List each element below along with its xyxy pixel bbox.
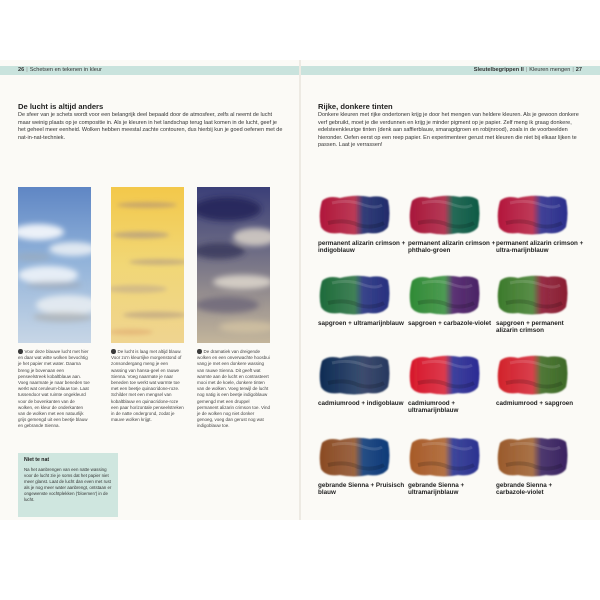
caption-bullet-icon — [197, 349, 202, 354]
swatch-label-12: gebrande Sienna + carbazole-violet — [496, 482, 553, 497]
caption-bullet-icon — [18, 349, 23, 354]
swatch-label-7: cadmiumrood + indigoblauw — [318, 400, 404, 407]
right-page-heading: Rijke, donkere tinten — [318, 102, 393, 111]
swatch-label-3: permanent alizarin crimson + ultra-marijnblauw — [496, 240, 584, 255]
swatch-label-2: permanent alizarin crimson + phthalo-groen — [408, 240, 496, 255]
right-page-section-bold: Sleutelbegrippen II — [473, 67, 524, 73]
left-page-number: 26 — [18, 67, 25, 73]
swatch-label-9: cadmiumrood + sapgroen — [496, 400, 574, 407]
swatch-label-4: sapgroen + ultramarijnblauw — [318, 320, 404, 327]
swatch-label-8: cadmiumrood + ultramarijnblauw — [408, 400, 459, 415]
right-page-intro: Donkere kleuren met rijke ondertonen krijg je door het mengen van heldere kleuren. Als je gewoon donkere verf gebruikt, moet je die verdunnen en krijg je minder pigment op je papier. Zelf meng ik graag donkere, edelsteenkleurige tinten (denk aan saffierblauw, smaragdgroen en robijnrood), zoals in de voorbeelden hieronder. Oefen eerst op een reep papier. En experimenteer gerust met kleuren die niet bij elkaar lijken te passen. Laat je verrassen! — [318, 112, 579, 149]
swatch-label-1: permanent alizarin crimson + indigoblauw — [318, 240, 406, 255]
blue-sky-painting — [18, 187, 91, 343]
swatch-label-6: sapgroen + permanent alizarin crimson — [496, 320, 564, 335]
swatch-10 — [318, 435, 391, 479]
swatch-4 — [318, 273, 391, 317]
left-page-section: Schetsen en tekenen in kleur — [29, 67, 102, 73]
right-page-header: Sleutelbegrippen II | Kleuren mengen | 27 — [473, 67, 582, 73]
swatch-1 — [318, 193, 391, 237]
stormy-sky-painting — [197, 187, 270, 343]
left-page-header: 26 | Schetsen en tekenen in kleur — [18, 67, 102, 73]
book-gutter — [299, 60, 301, 520]
left-page-heading: De lucht is altijd anders — [18, 102, 104, 111]
right-page-section: Kleuren mengen — [529, 67, 571, 73]
tip-title: Niet te nat — [24, 457, 50, 463]
right-page-number: 27 — [575, 67, 582, 73]
swatch-11 — [408, 435, 481, 479]
swatch-9 — [496, 353, 569, 397]
swatch-label-11: gebrande Sienna + ultramarijnblauw — [408, 482, 465, 497]
tip-text: Na het aanbrengen van een natte wassing voor de lucht zie je soms dat het papier niet meer glanst. Laat de lucht dan even met rust als je nog meer water aanbrengt, ontstaan er ongewenste vochtplekken ('bloemen') in de lucht. — [24, 467, 112, 502]
swatch-label-5: sapgroen + carbazole-violet — [408, 320, 492, 327]
tip-box — [18, 453, 118, 517]
swatch-5 — [408, 273, 481, 317]
swatch-label-10: gebrande Sienna + Pruisisch blauw — [318, 482, 405, 497]
swatch-7 — [318, 353, 391, 397]
caption-blue-sky: Voor deze blauwe lucht met hier en daar wat witte wolken bevochtig je het papier met water. Daarna breng je bovenaan een penseelstreek kobaltblauw aan. Voeg naarmate je naar beneden toe werkt wat ceruleum-blauw toe. Laat tussendoor wat ruimte ongekleurd voor de bovenkanten van de wolken, en kleur de onderkanten van de wolken met een natuurlijk grijs gemengd uit een beetje blauw en gebrande Sienna. — [18, 349, 90, 429]
swatch-12 — [496, 435, 569, 479]
caption-yellow-sky: De lucht is laag met altijd blauw. Voor zo'n kleurrijke morgenstond of zonsondergang meng je een wassing van hansa-geel en rauwe Sienna. Voeg naarmate je naar beneden toe werkt wat warmte toe met een beetje quinacridone-roze. Schilder met een mengsel van kobaltblauw en quinacridone-roze een paar horizontale penseelstreken in de natte ondergrond, zodat je mauve wolken krijgt. — [111, 349, 184, 423]
left-page-intro: De sfeer van je schets wordt voor een belangrijk deel bepaald door de atmosfeer, zelfs al neemt de lucht maar weinig plaats op je compositie in. Als je kleuren in het landschap terug laat komen in de lucht, geef je het geheel meer eenheid. Wolken hebben meestal zachte contouren, dus hierbij kun je goed oefenen met de nat-in-nat-techniek. — [18, 112, 283, 141]
swatch-2 — [408, 193, 481, 237]
caption-bullet-icon — [111, 349, 116, 354]
swatch-8 — [408, 353, 481, 397]
swatch-6 — [496, 273, 569, 317]
swatch-3 — [496, 193, 569, 237]
caption-stormy-sky: De dramatiek van dreigende wolken en een onverwachte hoosbui vang je met een donkere wassing van rauwe Sienna. Dit geeft wat warmte aan de lucht en contrasteert mooi met de koele, donkere tinten van de wolken. Voeg terwijl de lucht nog natig is een beetje indigoblauw gemengd met een druppel permanent alizarin crimson toe. Vind je de wolken nog niet donker genoeg, voeg dan gerust nog wat indigoblauw toe. — [197, 349, 270, 429]
yellow-sky-painting — [111, 187, 184, 343]
book-spread — [0, 60, 600, 520]
